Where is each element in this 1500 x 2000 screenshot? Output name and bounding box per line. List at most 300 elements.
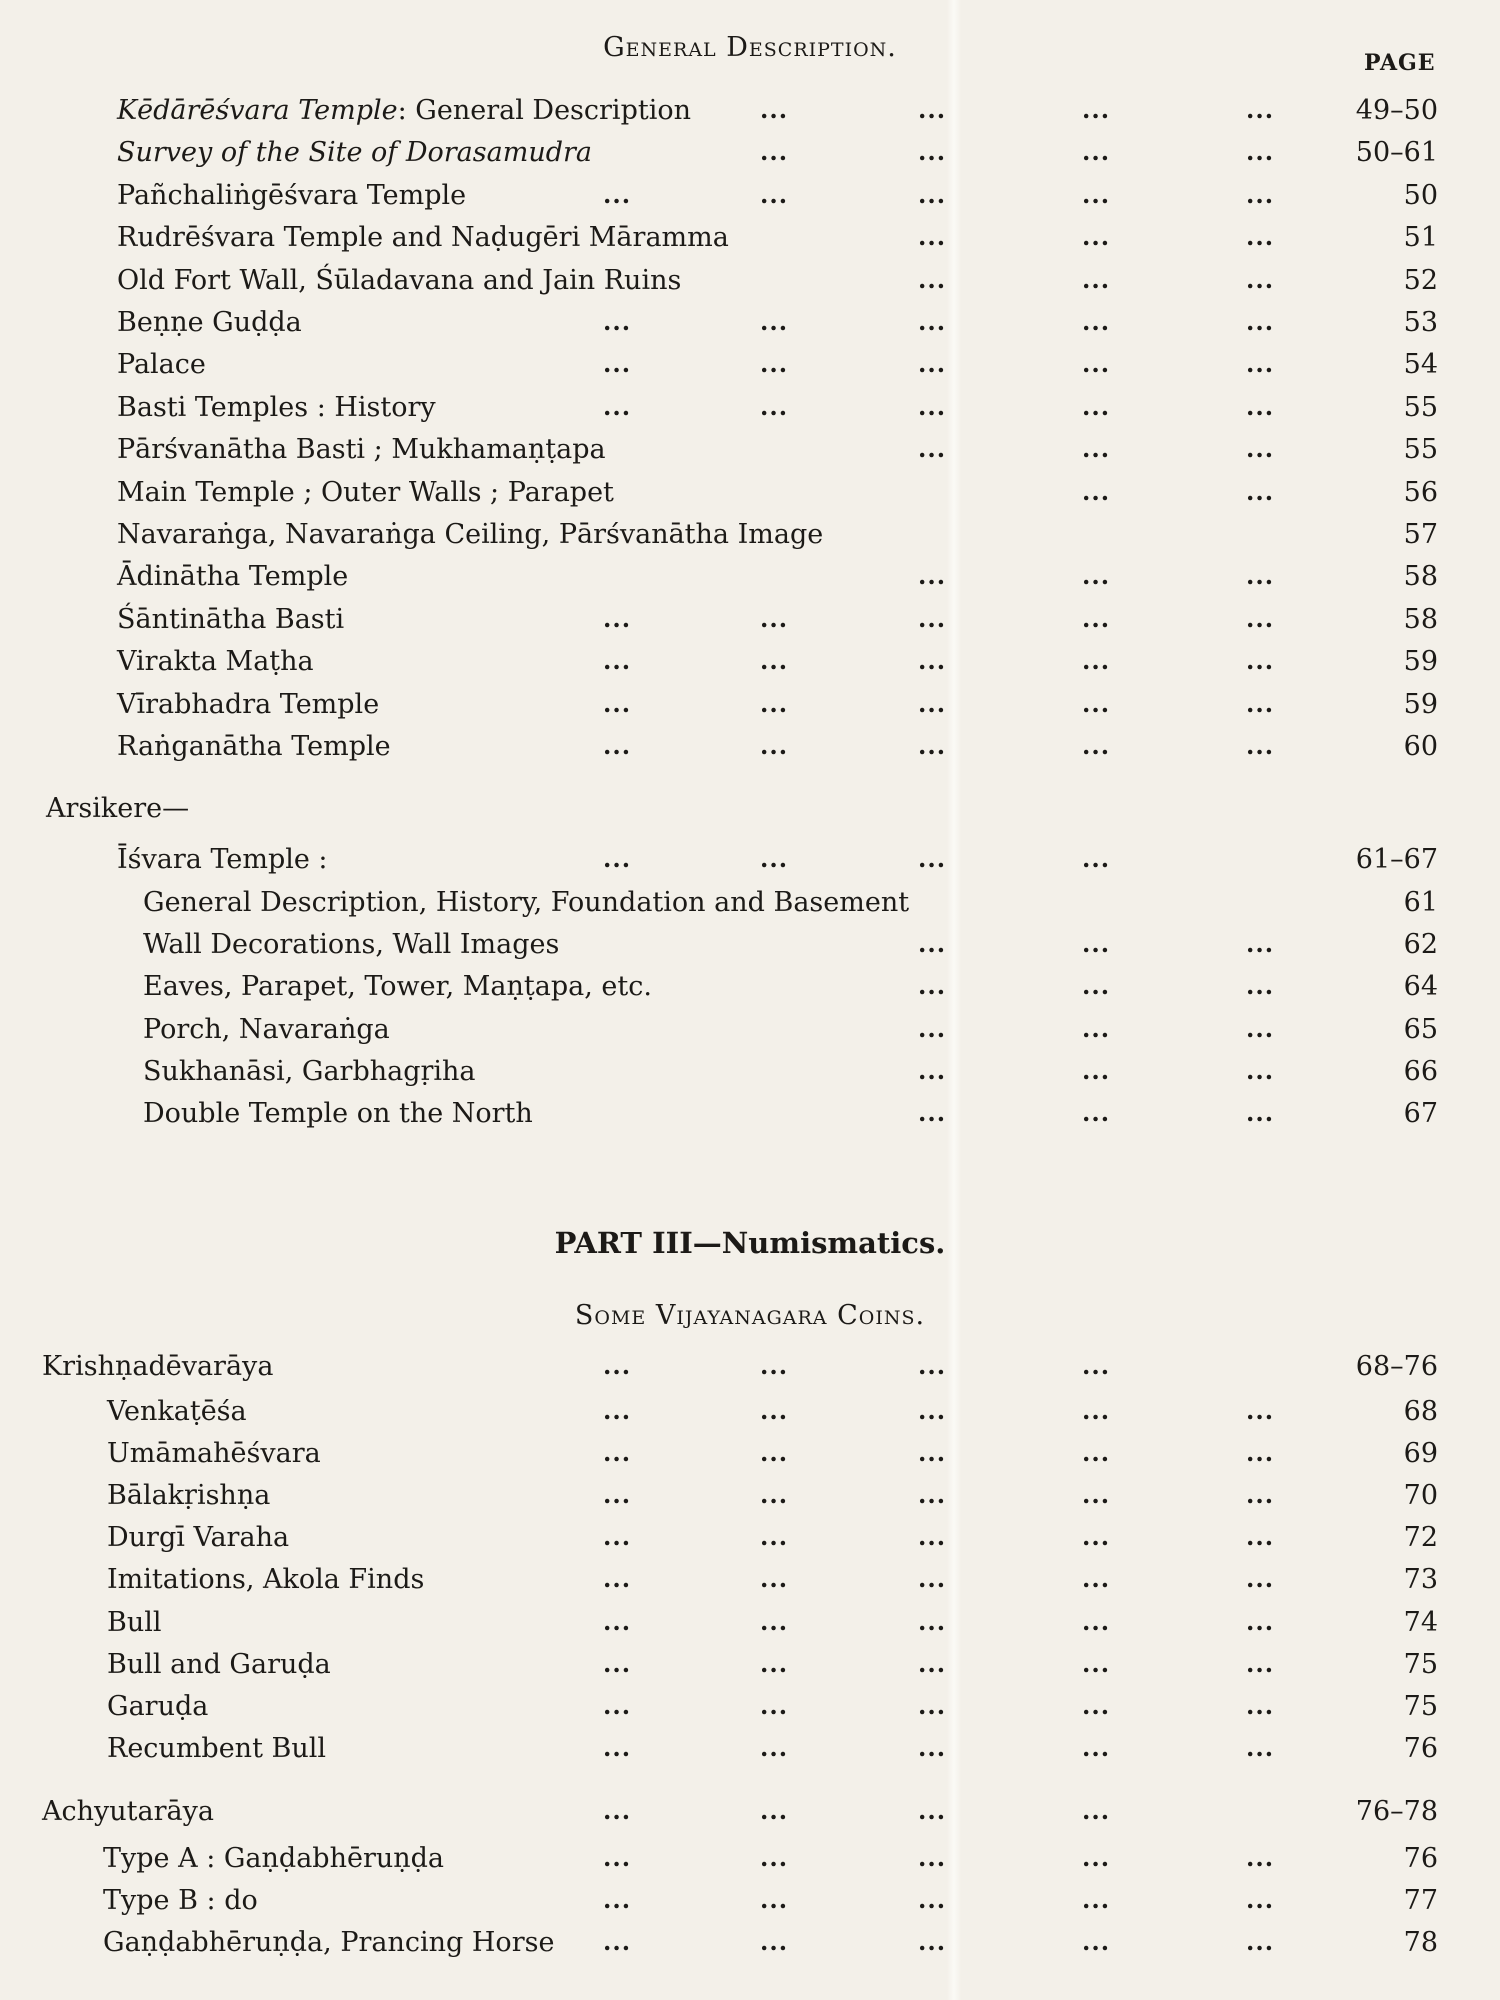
leader-dots: ... xyxy=(603,646,632,676)
leader-dots: ... xyxy=(918,1564,947,1594)
toc-entry-title xyxy=(107,1691,208,1722)
leader-dots: ... xyxy=(1082,222,1111,252)
toc-page-number: 78 xyxy=(1403,1927,1438,1959)
toc-page-number: 70 xyxy=(1403,1480,1438,1512)
toc-page-number: 55 xyxy=(1403,434,1438,466)
toc-entry-title xyxy=(107,1522,289,1553)
toc-entry-dorasamudra xyxy=(0,180,1500,220)
leader-dots: ... xyxy=(1082,844,1111,873)
leader-dots: ... xyxy=(1246,95,1275,124)
toc-group-heading xyxy=(0,1351,1500,1391)
leader-dots: ... xyxy=(1082,1796,1111,1825)
toc-entry-isvara-temple xyxy=(0,844,1500,884)
leader-dots: ... xyxy=(918,1885,947,1915)
toc-entry-text: Beṇṇe Guḍḍa xyxy=(117,307,302,338)
toc-entry-title xyxy=(42,1796,214,1827)
toc-entry-text: Type B : do xyxy=(103,1885,258,1917)
toc-entry-arsikere xyxy=(0,887,1500,927)
toc-page-number: 65 xyxy=(1403,1013,1438,1045)
toc-entry-coin xyxy=(0,1607,1500,1647)
leader-dots: ... xyxy=(1246,1843,1275,1872)
leader-dots: ... xyxy=(603,1606,632,1636)
leader-dots: ... xyxy=(760,307,789,336)
toc-page-number: 72 xyxy=(1403,1522,1438,1554)
toc-entry-text: Basti Temples : History xyxy=(117,391,436,423)
leader-dots: ... xyxy=(760,1843,789,1872)
toc-entry-text: Raṅganātha Temple xyxy=(117,731,391,762)
toc-entry-title xyxy=(103,1927,554,1958)
toc-entry-title xyxy=(117,180,466,211)
toc-entry-title xyxy=(117,519,823,550)
leader-dots: ... xyxy=(1246,179,1275,209)
leader-dots: ... xyxy=(918,646,947,676)
toc-entry-text: Venkaṭēśa xyxy=(107,1396,247,1427)
leader-dots: ... xyxy=(760,179,789,209)
toc-page-number: 59 xyxy=(1403,646,1438,678)
toc-entry-text: Virakta Maṭha xyxy=(117,646,314,678)
toc-entry-title xyxy=(117,95,691,126)
toc-page-number: 53 xyxy=(1403,307,1438,338)
leader-dots: ... xyxy=(1082,1396,1111,1425)
leader-dots: ... xyxy=(1246,971,1275,1001)
toc-entry-coin xyxy=(0,1885,1500,1925)
leader-dots: ... xyxy=(760,1927,789,1957)
leader-dots: ... xyxy=(1082,561,1111,591)
toc-entry-title xyxy=(107,1564,424,1595)
toc-entry-coin xyxy=(0,1649,1500,1689)
toc-entry-text: Palace xyxy=(117,349,206,381)
toc-page-number: 59 xyxy=(1403,688,1438,720)
toc-page-number: 75 xyxy=(1403,1648,1438,1680)
leader-dots: ... xyxy=(603,603,632,633)
leader-dots: ... xyxy=(760,349,789,379)
toc-page-number: 68 xyxy=(1403,1396,1438,1427)
toc-entry-coin xyxy=(0,1522,1500,1562)
toc-entry-dorasamudra xyxy=(0,434,1500,474)
leader-dots: ... xyxy=(918,264,947,294)
toc-entry-text: Kēdārēśvara Temple xyxy=(117,95,398,126)
leader-dots: ... xyxy=(1246,137,1275,167)
leader-dots: ... xyxy=(1082,1606,1111,1636)
toc-entry-title xyxy=(117,137,592,168)
leader-dots: ... xyxy=(1082,688,1111,718)
toc-entry-title xyxy=(107,1649,331,1680)
leader-dots: ... xyxy=(1246,349,1275,379)
toc-page-number: 61 xyxy=(1403,887,1438,918)
leader-dots: ... xyxy=(603,1732,632,1762)
toc-entry-text: Ādinātha Temple xyxy=(117,561,349,593)
toc-entry-title xyxy=(107,1607,162,1638)
leader-dots: ... xyxy=(918,391,947,421)
leader-dots: ... xyxy=(760,603,789,633)
leader-dots: ... xyxy=(603,1438,632,1468)
leader-dots: ... xyxy=(1246,1055,1275,1085)
leader-dots: ... xyxy=(760,646,789,676)
toc-page-number: 76 xyxy=(1403,1732,1438,1764)
page-column-heading: PAGE xyxy=(1364,50,1436,76)
toc-entry-text: Old Fort Wall, Śūladavana and Jain Ruins xyxy=(117,264,682,296)
toc-page-number: 57 xyxy=(1403,519,1438,550)
toc-entry-dorasamudra xyxy=(0,519,1500,559)
leader-dots: ... xyxy=(918,1927,947,1957)
toc-entry-title xyxy=(143,971,652,1002)
toc-entry-title xyxy=(117,731,391,762)
leader-dots: ... xyxy=(918,349,947,379)
toc-entry-coin xyxy=(0,1691,1500,1731)
leader-dots: ... xyxy=(1082,1055,1111,1085)
leader-dots: ... xyxy=(918,1098,947,1127)
leader-dots: ... xyxy=(760,1796,789,1825)
section-title: General Description. xyxy=(603,32,897,63)
toc-entry-text: Achyutarāya xyxy=(42,1796,214,1827)
toc-page-number: 55 xyxy=(1403,391,1438,423)
leader-dots: ... xyxy=(1246,603,1275,633)
leader-dots: ... xyxy=(1246,561,1275,591)
leader-dots: ... xyxy=(918,1522,947,1552)
leader-dots: ... xyxy=(1246,222,1275,252)
toc-entry-title xyxy=(103,1843,444,1874)
leader-dots: ... xyxy=(1246,1732,1275,1762)
toc-entry-text: Durgī Varaha xyxy=(107,1522,290,1554)
toc-entry-title xyxy=(107,1438,321,1469)
toc-entry-dorasamudra xyxy=(0,561,1500,601)
toc-entry-title xyxy=(117,604,344,635)
toc-entry-text: Pañchaliṅgēśvara Temple xyxy=(117,179,467,211)
leader-dots: ... xyxy=(760,95,789,124)
toc-group-heading xyxy=(0,1796,1500,1836)
leader-dots: ... xyxy=(760,1351,789,1380)
toc-entry-coin xyxy=(0,1733,1500,1773)
leader-dots: ... xyxy=(760,1396,789,1425)
leader-dots: ... xyxy=(1246,688,1275,718)
toc-entry-coin xyxy=(0,1438,1500,1478)
leader-dots: ... xyxy=(1246,1606,1275,1636)
leader-dots: ... xyxy=(603,179,632,209)
leader-dots: ... xyxy=(603,1927,632,1957)
leader-dots: ... xyxy=(918,222,947,252)
leader-dots: ... xyxy=(1082,1843,1111,1872)
leader-dots: ... xyxy=(1082,179,1111,209)
leader-dots: ... xyxy=(1082,603,1111,633)
toc-entry-title xyxy=(117,349,206,380)
toc-entry-dorasamudra xyxy=(0,222,1500,262)
leader-dots: ... xyxy=(1082,1690,1111,1720)
leader-dots: ... xyxy=(918,1480,947,1510)
toc-entry-dorasamudra xyxy=(0,604,1500,644)
toc-entry-text: Wall Decorations, Wall Images xyxy=(143,929,560,961)
toc-page-number: 56 xyxy=(1403,476,1438,508)
leader-dots: ... xyxy=(1246,731,1275,760)
leader-dots: ... xyxy=(1082,1927,1111,1957)
toc-page-number: 75 xyxy=(1403,1690,1438,1722)
toc-entry-arsikere xyxy=(0,971,1500,1011)
leader-dots: ... xyxy=(1082,1885,1111,1915)
leader-dots: ... xyxy=(918,179,947,209)
toc-entry-dorasamudra xyxy=(0,477,1500,517)
toc-entry-arsikere xyxy=(0,1098,1500,1138)
leader-dots: ... xyxy=(918,1351,947,1380)
leader-dots: ... xyxy=(760,1564,789,1594)
leader-dots: ... xyxy=(1246,1013,1275,1043)
toc-entry-arsikere xyxy=(0,1056,1500,1096)
leader-dots: ... xyxy=(918,434,947,464)
toc-entry-dorasamudra xyxy=(0,137,1500,177)
toc-entry-text: Recumbent Bull xyxy=(107,1732,327,1764)
leader-dots: ... xyxy=(760,1648,789,1678)
leader-dots: ... xyxy=(1082,1648,1111,1678)
leader-dots: ... xyxy=(760,1522,789,1552)
leader-dots: ... xyxy=(1246,476,1275,506)
toc-entry-title xyxy=(117,844,328,875)
leader-dots: ... xyxy=(603,844,632,873)
toc-page-number: 50–61 xyxy=(1355,137,1438,169)
leader-dots: ... xyxy=(1246,1690,1275,1720)
toc-page-number: 61–67 xyxy=(1355,844,1438,875)
toc-page-number: 73 xyxy=(1403,1564,1438,1596)
toc-entry-coin xyxy=(0,1480,1500,1520)
toc-entry-dorasamudra xyxy=(0,689,1500,729)
toc-entry-text: Sukhanāsi, Garbhagṛiha xyxy=(143,1055,476,1087)
leader-dots: ... xyxy=(1082,1564,1111,1594)
leader-dots: ... xyxy=(918,1438,947,1468)
toc-entry-title xyxy=(117,392,436,423)
toc-entry-title xyxy=(143,929,559,960)
leader-dots: ... xyxy=(760,1690,789,1720)
leader-dots: ... xyxy=(603,307,632,336)
leader-dots: ... xyxy=(918,844,947,873)
toc-entry-coin xyxy=(0,1927,1500,1967)
toc-entry-text: Survey of the Site of Dorasamudra xyxy=(117,137,593,169)
toc-entry-text: Main Temple ; Outer Walls ; Parapet xyxy=(117,476,614,508)
toc-entry-text: Vīrabhadra Temple xyxy=(117,688,380,720)
toc-entry-text: Bālakṛishṇa xyxy=(107,1480,271,1512)
leader-dots: ... xyxy=(760,1480,789,1510)
leader-dots: ... xyxy=(918,1843,947,1872)
toc-entry-text: Pārśvanātha Basti ; Mukhamaṇṭapa xyxy=(117,434,606,466)
toc-entry-title xyxy=(117,222,729,253)
leader-dots: ... xyxy=(918,1055,947,1085)
toc-entry-dorasamudra xyxy=(0,265,1500,305)
toc-page-number: 50 xyxy=(1403,179,1438,211)
leader-dots: ... xyxy=(918,1013,947,1043)
toc-entry-text: Bull xyxy=(107,1606,162,1638)
leader-dots: ... xyxy=(1082,1013,1111,1043)
toc-entry-text: Arsikere— xyxy=(46,793,190,824)
leader-dots: ... xyxy=(1246,307,1275,336)
leader-dots: ... xyxy=(1082,1522,1111,1552)
toc-entry-text: Īśvara Temple : xyxy=(117,844,328,875)
leader-dots: ... xyxy=(603,391,632,421)
toc-entry-text: Umāmahēśvara xyxy=(107,1438,321,1470)
toc-entry-title xyxy=(117,646,314,677)
toc-page-number: 52 xyxy=(1403,264,1438,296)
leader-dots: ... xyxy=(603,349,632,379)
toc-entry-coin xyxy=(0,1396,1500,1436)
toc-entry-title xyxy=(117,434,606,465)
toc-entry-title xyxy=(117,561,348,592)
toc-page-number: 58 xyxy=(1403,561,1438,593)
leader-dots: ... xyxy=(1246,264,1275,294)
toc-entry-text: Porch, Navaraṅga xyxy=(143,1013,390,1045)
leader-dots: ... xyxy=(1246,1098,1275,1127)
toc-entry-dorasamudra xyxy=(0,392,1500,432)
toc-page-number: 76 xyxy=(1403,1843,1438,1874)
leader-dots: ... xyxy=(1082,929,1111,959)
leader-dots: ... xyxy=(760,1438,789,1468)
toc-page-number: 49–50 xyxy=(1355,95,1438,126)
toc-entry-arsikere xyxy=(0,929,1500,969)
toc-entry-title xyxy=(107,1396,247,1427)
leader-dots: ... xyxy=(1082,391,1111,421)
toc-entry-text: Eaves, Parapet, Tower, Maṇṭapa, etc. xyxy=(143,971,652,1003)
leader-dots: ... xyxy=(760,844,789,873)
leader-dots: ... xyxy=(603,1885,632,1915)
leader-dots: ... xyxy=(760,391,789,421)
leader-dots: ... xyxy=(918,137,947,167)
toc-entry-dorasamudra xyxy=(0,307,1500,347)
toc-page-number: 74 xyxy=(1403,1606,1438,1638)
leader-dots: ... xyxy=(1246,929,1275,959)
leader-dots: ... xyxy=(1246,1480,1275,1510)
toc-entry-coin xyxy=(0,1564,1500,1604)
toc-entry-text: General Description, History, Foundation and Basement xyxy=(143,887,910,918)
leader-dots: ... xyxy=(1246,1648,1275,1678)
toc-entry-dorasamudra xyxy=(0,646,1500,686)
leader-dots: ... xyxy=(1246,434,1275,464)
leader-dots: ... xyxy=(1246,646,1275,676)
leader-dots: ... xyxy=(1246,391,1275,421)
toc-entry-text: Garuḍa xyxy=(107,1690,209,1722)
toc-page-number: 69 xyxy=(1403,1438,1438,1470)
leader-dots: ... xyxy=(1082,137,1111,167)
toc-page-number: 76–78 xyxy=(1355,1796,1438,1827)
toc-entry-text: Rudrēśvara Temple and Naḍugēri Māramma xyxy=(117,222,729,254)
leader-dots: ... xyxy=(603,1690,632,1720)
leader-dots: ... xyxy=(918,688,947,718)
toc-entry-text: Śāntinātha Basti xyxy=(117,603,345,635)
leader-dots: ... xyxy=(918,603,947,633)
toc-entry-dorasamudra xyxy=(0,95,1500,135)
leader-dots: ... xyxy=(760,1606,789,1636)
leader-dots: ... xyxy=(603,1351,632,1380)
toc-entry-subtitle: : General Description xyxy=(397,95,691,126)
toc-page-number: 64 xyxy=(1403,971,1438,1003)
leader-dots: ... xyxy=(1246,1564,1275,1594)
toc-entry-title xyxy=(143,1098,533,1129)
toc-entry-title xyxy=(107,1480,270,1511)
leader-dots: ... xyxy=(1082,971,1111,1001)
leader-dots: ... xyxy=(760,731,789,760)
toc-entry-coin xyxy=(0,1843,1500,1883)
toc-entry-title xyxy=(143,887,909,918)
toc-entry-arsikere xyxy=(0,1014,1500,1054)
leader-dots: ... xyxy=(918,1690,947,1720)
leader-dots: ... xyxy=(760,1885,789,1915)
leader-dots: ... xyxy=(918,561,947,591)
toc-entry-text: Imitations, Akola Finds xyxy=(107,1564,425,1596)
toc-entry-title xyxy=(42,1351,273,1382)
leader-dots: ... xyxy=(1082,476,1111,506)
leader-dots: ... xyxy=(1082,264,1111,294)
leader-dots: ... xyxy=(1082,1438,1111,1468)
part-title: PART III—Numismatics. xyxy=(554,1226,946,1260)
leader-dots: ... xyxy=(1082,1098,1111,1127)
toc-page-number: 66 xyxy=(1403,1055,1438,1087)
toc-entry-text: Gaṇḍabhēruṇḍa, Prancing Horse xyxy=(103,1927,555,1959)
leader-dots: ... xyxy=(760,688,789,718)
leader-dots: ... xyxy=(1082,1732,1111,1762)
leader-dots: ... xyxy=(1082,434,1111,464)
leader-dots: ... xyxy=(918,307,947,336)
leader-dots: ... xyxy=(918,1396,947,1425)
leader-dots: ... xyxy=(1082,95,1111,124)
leader-dots: ... xyxy=(603,1480,632,1510)
leader-dots: ... xyxy=(1082,646,1111,676)
toc-entry-text: Navaraṅga, Navaraṅga Ceiling, Pārśvanātha Image xyxy=(117,519,824,550)
leader-dots: ... xyxy=(603,1522,632,1552)
part-subtitle: Some Vijayanagara Coins. xyxy=(574,1300,926,1331)
toc-page-number: 60 xyxy=(1403,731,1438,762)
toc-entry-title xyxy=(117,477,614,508)
leader-dots: ... xyxy=(603,1648,632,1678)
leader-dots: ... xyxy=(1082,307,1111,336)
toc-entry-title xyxy=(107,1733,326,1764)
toc-page-number: 54 xyxy=(1403,349,1438,381)
leader-dots: ... xyxy=(918,1606,947,1636)
toc-page-number: 62 xyxy=(1403,929,1438,961)
toc-page-number: 67 xyxy=(1403,1098,1438,1129)
toc-entry-text: Double Temple on the North xyxy=(143,1098,533,1129)
leader-dots: ... xyxy=(760,1732,789,1762)
leader-dots: ... xyxy=(603,1564,632,1594)
leader-dots: ... xyxy=(918,1648,947,1678)
toc-entry-text: Bull and Garuḍa xyxy=(107,1648,331,1680)
toc-entry-title xyxy=(103,1885,258,1916)
toc-page-number: 77 xyxy=(1403,1885,1438,1917)
toc-group-heading xyxy=(0,793,1500,833)
leader-dots: ... xyxy=(603,1796,632,1825)
leader-dots: ... xyxy=(603,731,632,760)
toc-entry-dorasamudra xyxy=(0,349,1500,389)
leader-dots: ... xyxy=(1246,1522,1275,1552)
leader-dots: ... xyxy=(918,1732,947,1762)
leader-dots: ... xyxy=(603,1843,632,1872)
leader-dots: ... xyxy=(603,1396,632,1425)
leader-dots: ... xyxy=(918,929,947,959)
leader-dots: ... xyxy=(760,137,789,167)
toc-page-number: 51 xyxy=(1403,222,1438,254)
leader-dots: ... xyxy=(1082,1351,1111,1380)
leader-dots: ... xyxy=(1246,1438,1275,1468)
leader-dots: ... xyxy=(918,731,947,760)
toc-entry-title xyxy=(117,689,379,720)
toc-entry-title xyxy=(117,265,681,296)
leader-dots: ... xyxy=(1082,1480,1111,1510)
leader-dots: ... xyxy=(1246,1927,1275,1957)
leader-dots: ... xyxy=(1082,349,1111,379)
leader-dots: ... xyxy=(1246,1885,1275,1915)
leader-dots: ... xyxy=(918,1796,947,1825)
toc-entry-title xyxy=(117,307,302,338)
toc-entry-title xyxy=(46,793,189,824)
leader-dots: ... xyxy=(1246,1396,1275,1425)
leader-dots: ... xyxy=(603,688,632,718)
toc-page-number: 68–76 xyxy=(1355,1351,1438,1382)
toc-entry-dorasamudra xyxy=(0,731,1500,771)
leader-dots: ... xyxy=(918,95,947,124)
toc-entry-text: Krishṇadēvarāya xyxy=(42,1351,274,1382)
leader-dots: ... xyxy=(918,971,947,1001)
